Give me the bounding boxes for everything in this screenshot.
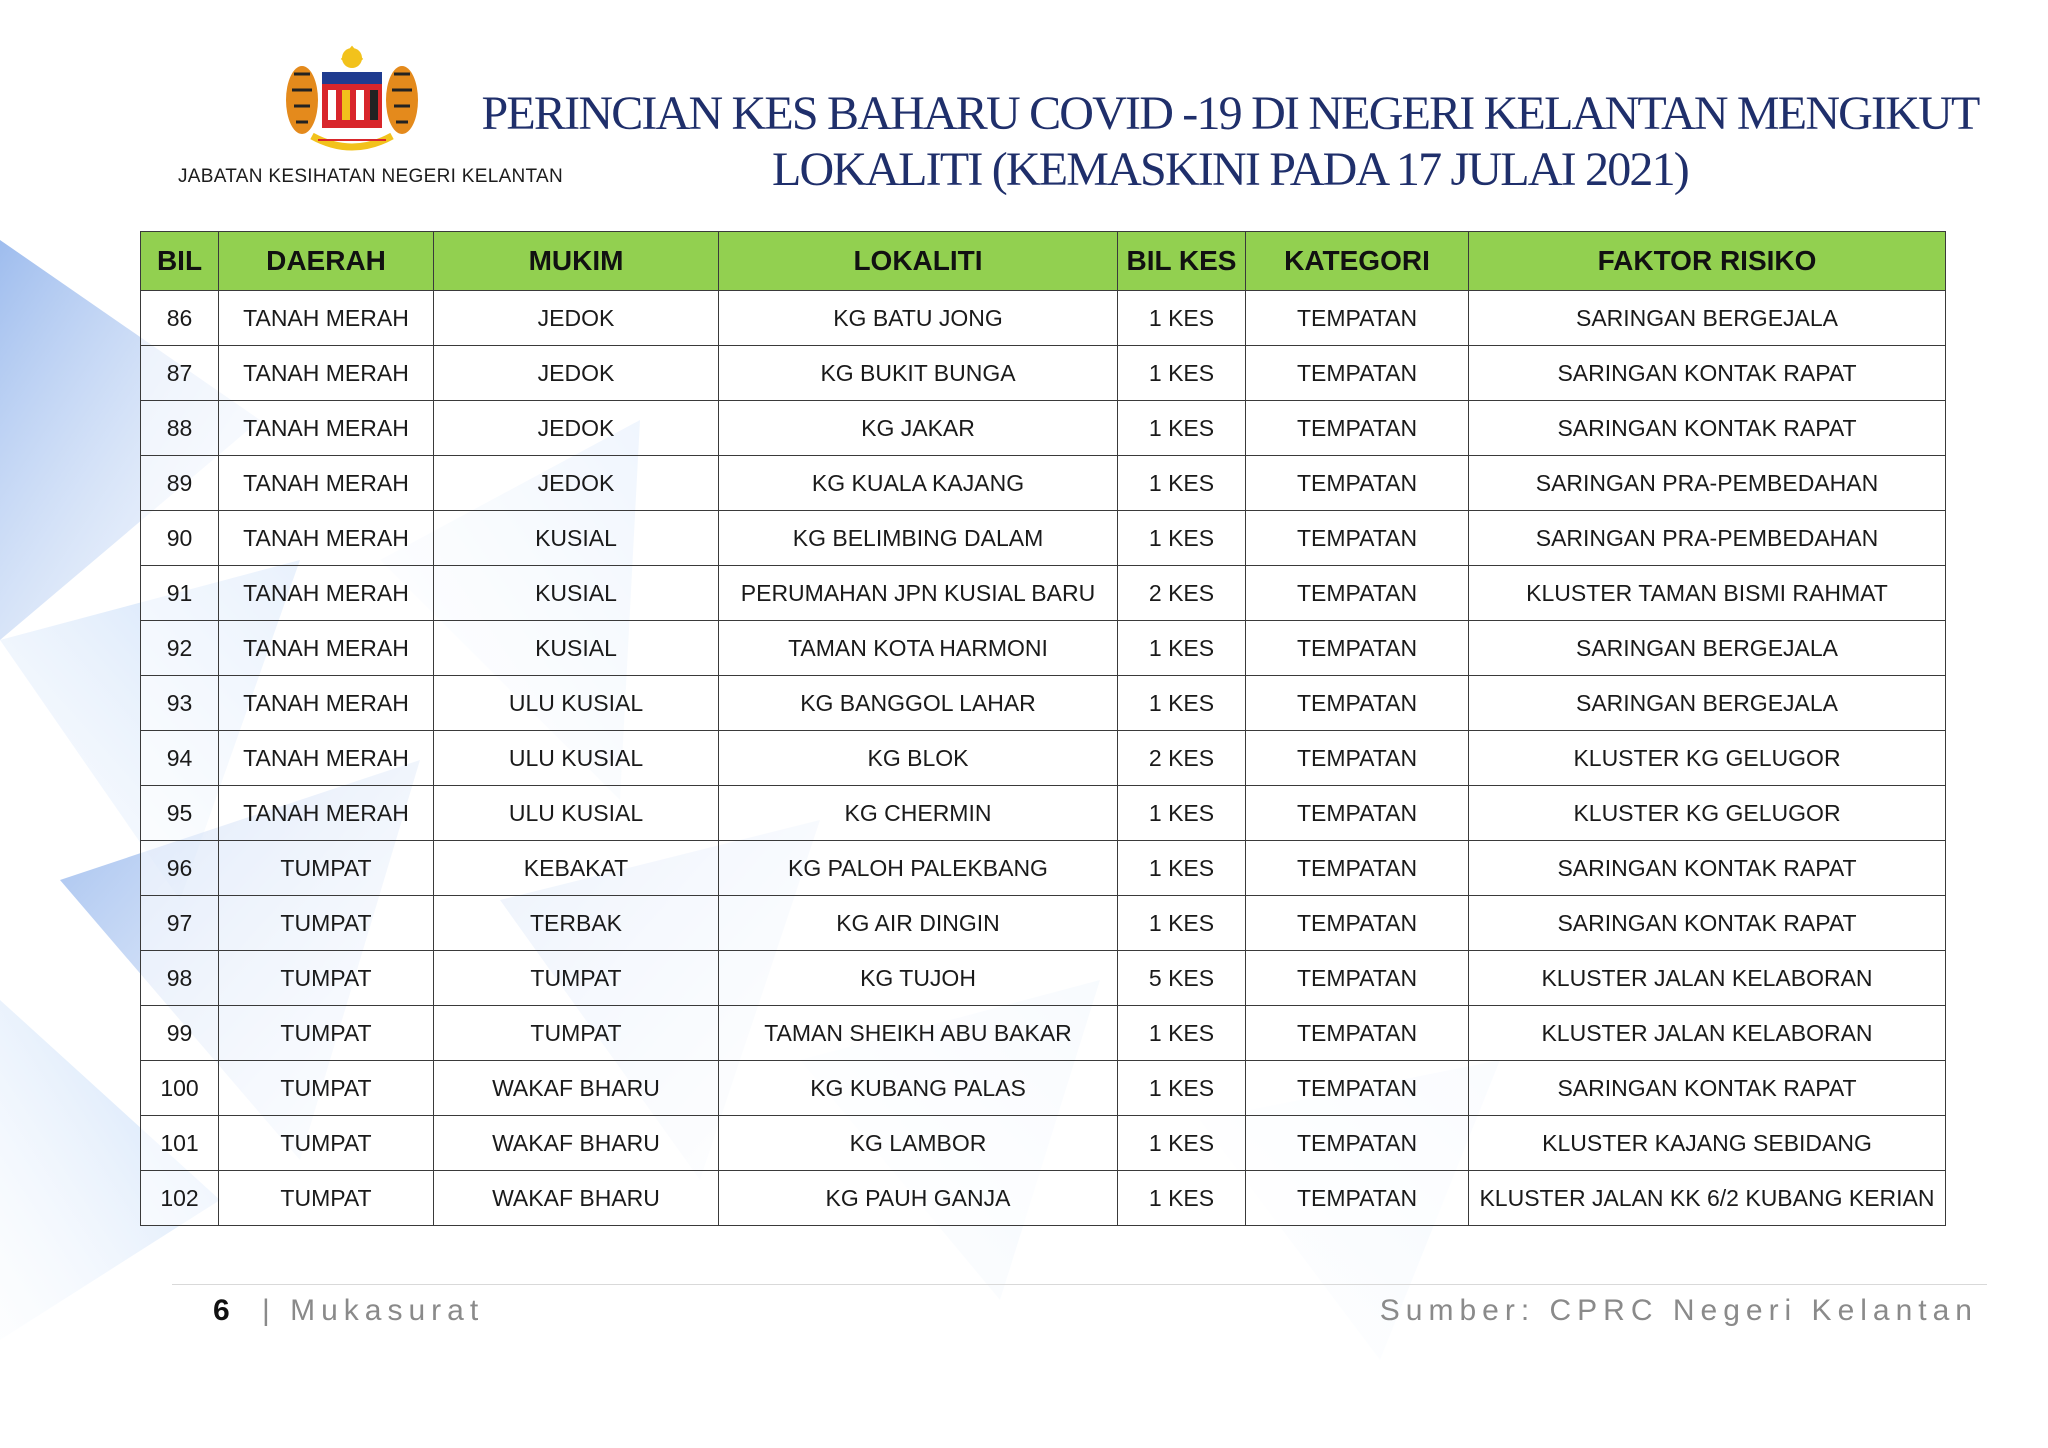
cell-faktor-risiko: SARINGAN KONTAK RAPAT <box>1469 896 1946 951</box>
table-row <box>141 346 1946 401</box>
cell-lokaliti: TAMAN KOTA HARMONI <box>719 621 1118 676</box>
cell-bil: 97 <box>141 896 219 951</box>
cell-faktor-risiko: KLUSTER KAJANG SEBIDANG <box>1469 1116 1946 1171</box>
cell-mukim: JEDOK <box>434 401 719 456</box>
cell-bil: 90 <box>141 511 219 566</box>
cell-daerah: TUMPAT <box>219 896 434 951</box>
cell-bil: 93 <box>141 676 219 731</box>
cell-bil: 88 <box>141 401 219 456</box>
cell-bil-kes: 2 KES <box>1118 566 1246 621</box>
table-row <box>141 566 1946 621</box>
cell-mukim: WAKAF BHARU <box>434 1061 719 1116</box>
cell-daerah: TANAH MERAH <box>219 731 434 786</box>
cell-lokaliti: KG BATU JONG <box>719 291 1118 346</box>
cell-daerah: TUMPAT <box>219 1061 434 1116</box>
cell-lokaliti: KG BANGGOL LAHAR <box>719 676 1118 731</box>
cell-bil: 100 <box>141 1061 219 1116</box>
cell-faktor-risiko: SARINGAN BERGEJALA <box>1469 291 1946 346</box>
footer-divider <box>172 1284 1987 1285</box>
cell-lokaliti: KG PALOH PALEKBANG <box>719 841 1118 896</box>
cell-lokaliti: TAMAN SHEIKH ABU BAKAR <box>719 1006 1118 1061</box>
table-row <box>141 1116 1946 1171</box>
page-title <box>470 86 1990 198</box>
cases-table-container <box>140 231 1945 1226</box>
cell-mukim: JEDOK <box>434 346 719 401</box>
cell-bil-kes: 2 KES <box>1118 731 1246 786</box>
cell-kategori: TEMPATAN <box>1246 291 1469 346</box>
cell-lokaliti: KG CHERMIN <box>719 786 1118 841</box>
cell-lokaliti: KG AIR DINGIN <box>719 896 1118 951</box>
table-row <box>141 841 1946 896</box>
cell-daerah: TUMPAT <box>219 1171 434 1226</box>
cell-lokaliti: KG LAMBOR <box>719 1116 1118 1171</box>
cell-mukim: JEDOK <box>434 456 719 511</box>
table-row <box>141 511 1946 566</box>
cell-bil: 99 <box>141 1006 219 1061</box>
cell-mukim: KEBAKAT <box>434 841 719 896</box>
cell-daerah: TANAH MERAH <box>219 566 434 621</box>
table-row <box>141 1006 1946 1061</box>
cell-mukim: TUMPAT <box>434 1006 719 1061</box>
cell-mukim: ULU KUSIAL <box>434 786 719 841</box>
cell-daerah: TANAH MERAH <box>219 291 434 346</box>
column-header-lokaliti: LOKALITI <box>719 232 1118 291</box>
table-row <box>141 621 1946 676</box>
department-name: JABATAN KESIHATAN NEGERI KELANTAN <box>178 166 564 187</box>
table-row <box>141 291 1946 346</box>
cell-bil: 86 <box>141 291 219 346</box>
column-header-bil-kes: BIL KES <box>1118 232 1246 291</box>
table-header-row <box>141 232 1946 291</box>
cell-mukim: TERBAK <box>434 896 719 951</box>
cell-faktor-risiko: SARINGAN PRA-PEMBEDAHAN <box>1469 511 1946 566</box>
column-header-daerah: DAERAH <box>219 232 434 291</box>
cell-kategori: TEMPATAN <box>1246 346 1469 401</box>
cell-bil-kes: 1 KES <box>1118 511 1246 566</box>
cell-faktor-risiko: KLUSTER KG GELUGOR <box>1469 786 1946 841</box>
cell-faktor-risiko: SARINGAN KONTAK RAPAT <box>1469 841 1946 896</box>
cell-lokaliti: KG BELIMBING DALAM <box>719 511 1118 566</box>
cell-daerah: TANAH MERAH <box>219 346 434 401</box>
cell-kategori: TEMPATAN <box>1246 1061 1469 1116</box>
cell-bil: 98 <box>141 951 219 1006</box>
cell-kategori: TEMPATAN <box>1246 1006 1469 1061</box>
cell-kategori: TEMPATAN <box>1246 786 1469 841</box>
cell-daerah: TANAH MERAH <box>219 676 434 731</box>
cases-table <box>140 231 1946 1226</box>
cell-bil-kes: 5 KES <box>1118 951 1246 1006</box>
cell-lokaliti: KG KUBANG PALAS <box>719 1061 1118 1116</box>
table-row <box>141 456 1946 511</box>
cell-bil-kes: 1 KES <box>1118 456 1246 511</box>
table-row <box>141 896 1946 951</box>
cell-bil-kes: 1 KES <box>1118 1171 1246 1226</box>
cell-mukim: JEDOK <box>434 291 719 346</box>
cell-faktor-risiko: SARINGAN BERGEJALA <box>1469 676 1946 731</box>
table-row <box>141 676 1946 731</box>
cell-mukim: ULU KUSIAL <box>434 676 719 731</box>
cell-kategori: TEMPATAN <box>1246 401 1469 456</box>
cell-daerah: TUMPAT <box>219 841 434 896</box>
table-row <box>141 1171 1946 1226</box>
table-row <box>141 1061 1946 1116</box>
cell-bil-kes: 1 KES <box>1118 401 1246 456</box>
cell-faktor-risiko: SARINGAN KONTAK RAPAT <box>1469 1061 1946 1116</box>
cell-faktor-risiko: SARINGAN KONTAK RAPAT <box>1469 346 1946 401</box>
cell-daerah: TANAH MERAH <box>219 621 434 676</box>
cell-bil-kes: 1 KES <box>1118 1061 1246 1116</box>
title-line-1: PERINCIAN KES BAHARU COVID -19 DI NEGERI KELANTAN MENGIKUT <box>481 87 1979 140</box>
cell-faktor-risiko: KLUSTER TAMAN BISMI RAHMAT <box>1469 566 1946 621</box>
cell-faktor-risiko: KLUSTER JALAN KELABORAN <box>1469 1006 1946 1061</box>
cell-faktor-risiko: KLUSTER JALAN KK 6/2 KUBANG KERIAN <box>1469 1171 1946 1226</box>
cell-kategori: TEMPATAN <box>1246 896 1469 951</box>
cell-faktor-risiko: SARINGAN PRA-PEMBEDAHAN <box>1469 456 1946 511</box>
cell-faktor-risiko: KLUSTER JALAN KELABORAN <box>1469 951 1946 1006</box>
cell-bil: 101 <box>141 1116 219 1171</box>
cell-faktor-risiko: KLUSTER KG GELUGOR <box>1469 731 1946 786</box>
cell-kategori: TEMPATAN <box>1246 566 1469 621</box>
cell-bil-kes: 1 KES <box>1118 786 1246 841</box>
cell-lokaliti: KG KUALA KAJANG <box>719 456 1118 511</box>
cell-mukim: TUMPAT <box>434 951 719 1006</box>
page-header <box>0 0 2048 230</box>
cell-bil-kes: 1 KES <box>1118 841 1246 896</box>
cell-faktor-risiko: SARINGAN KONTAK RAPAT <box>1469 401 1946 456</box>
cell-kategori: TEMPATAN <box>1246 951 1469 1006</box>
cell-daerah: TUMPAT <box>219 951 434 1006</box>
page-label: | Mukasurat <box>262 1294 485 1327</box>
cell-bil: 94 <box>141 731 219 786</box>
cell-mukim: KUSIAL <box>434 621 719 676</box>
page-footer <box>0 1280 2048 1340</box>
cell-bil: 92 <box>141 621 219 676</box>
cell-daerah: TUMPAT <box>219 1006 434 1061</box>
table-row <box>141 731 1946 786</box>
cell-daerah: TANAH MERAH <box>219 401 434 456</box>
table-row <box>141 786 1946 841</box>
cell-kategori: TEMPATAN <box>1246 621 1469 676</box>
column-header-faktor-risiko: FAKTOR RISIKO <box>1469 232 1946 291</box>
cell-bil: 89 <box>141 456 219 511</box>
cell-bil: 96 <box>141 841 219 896</box>
cell-bil: 87 <box>141 346 219 401</box>
cell-daerah: TANAH MERAH <box>219 511 434 566</box>
cell-bil-kes: 1 KES <box>1118 346 1246 401</box>
malaysia-coat-of-arms-icon <box>272 44 432 162</box>
column-header-kategori: KATEGORI <box>1246 232 1469 291</box>
cell-bil-kes: 1 KES <box>1118 676 1246 731</box>
cell-kategori: TEMPATAN <box>1246 1171 1469 1226</box>
cell-kategori: TEMPATAN <box>1246 841 1469 896</box>
cell-bil: 102 <box>141 1171 219 1226</box>
cell-lokaliti: KG PAUH GANJA <box>719 1171 1118 1226</box>
cell-mukim: KUSIAL <box>434 566 719 621</box>
title-line-2: LOKALITI (KEMASKINI PADA 17 JULAI 2021) <box>772 143 1688 196</box>
table-body <box>141 291 1946 1226</box>
cell-daerah: TANAH MERAH <box>219 786 434 841</box>
cell-mukim: ULU KUSIAL <box>434 731 719 786</box>
source-credit: Sumber: CPRC Negeri Kelantan <box>1379 1294 1978 1327</box>
cell-bil: 95 <box>141 786 219 841</box>
cell-kategori: TEMPATAN <box>1246 676 1469 731</box>
cell-faktor-risiko: SARINGAN BERGEJALA <box>1469 621 1946 676</box>
column-header-bil: BIL <box>141 232 219 291</box>
cell-lokaliti: KG TUJOH <box>719 951 1118 1006</box>
table-row <box>141 401 1946 456</box>
cell-bil-kes: 1 KES <box>1118 1006 1246 1061</box>
cell-mukim: KUSIAL <box>434 511 719 566</box>
column-header-mukim: MUKIM <box>434 232 719 291</box>
cell-mukim: WAKAF BHARU <box>434 1116 719 1171</box>
page-number: 6 <box>213 1294 230 1327</box>
cell-daerah: TUMPAT <box>219 1116 434 1171</box>
cell-bil-kes: 1 KES <box>1118 1116 1246 1171</box>
table-row <box>141 951 1946 1006</box>
cell-kategori: TEMPATAN <box>1246 1116 1469 1171</box>
cell-lokaliti: PERUMAHAN JPN KUSIAL BARU <box>719 566 1118 621</box>
cell-bil-kes: 1 KES <box>1118 621 1246 676</box>
cell-kategori: TEMPATAN <box>1246 456 1469 511</box>
cell-kategori: TEMPATAN <box>1246 511 1469 566</box>
cell-lokaliti: KG BLOK <box>719 731 1118 786</box>
cell-kategori: TEMPATAN <box>1246 731 1469 786</box>
cell-daerah: TANAH MERAH <box>219 456 434 511</box>
cell-bil-kes: 1 KES <box>1118 896 1246 951</box>
cell-bil-kes: 1 KES <box>1118 291 1246 346</box>
cell-lokaliti: KG BUKIT BUNGA <box>719 346 1118 401</box>
cell-mukim: WAKAF BHARU <box>434 1171 719 1226</box>
cell-lokaliti: KG JAKAR <box>719 401 1118 456</box>
cell-bil: 91 <box>141 566 219 621</box>
